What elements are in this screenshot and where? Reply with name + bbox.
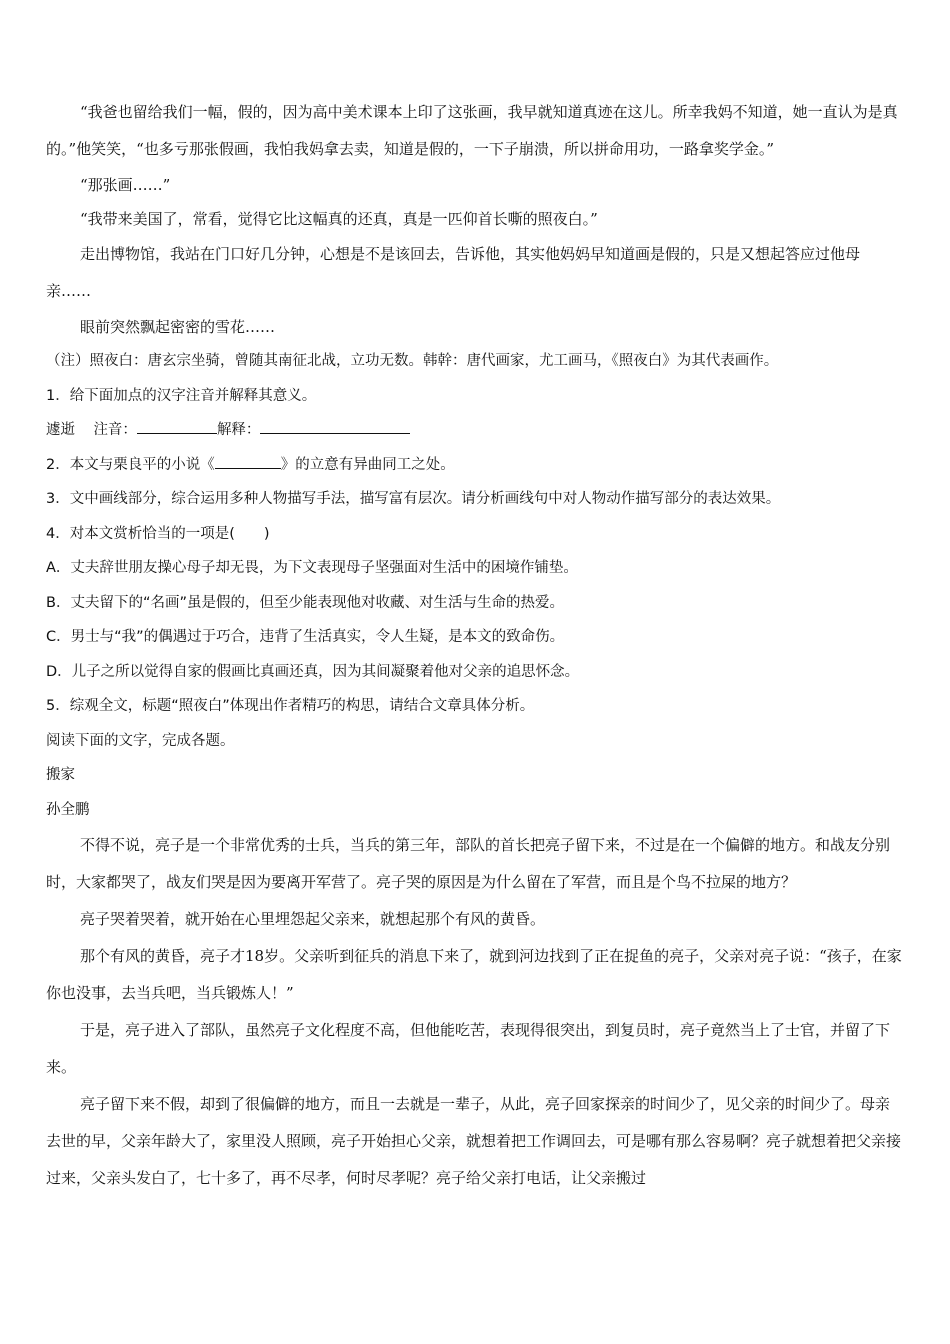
option-a: A．丈夫辞世朋友操心母子却无畏，为下文表现母子坚强面对生活中的困境作铺垫。 <box>46 560 578 576</box>
novel-title-blank[interactable] <box>215 454 281 469</box>
story1-paragraph: “我带来美国了，常看，觉得它比这幅真的还真，真是一匹仰首长嘶的照夜白。” <box>80 210 598 228</box>
meaning-blank[interactable] <box>260 419 410 434</box>
option-b: B．丈夫留下的“名画”虽是假的，但至少能表现他对收藏、对生活与生命的热爱。 <box>46 594 564 611</box>
story-title: 搬家 <box>46 767 75 783</box>
document-page <box>46 94 904 1197</box>
story1-paragraph: 眼前突然飘起密密的雪花…… <box>80 318 276 336</box>
question-2 <box>46 448 904 483</box>
story-author: 孙全鹏 <box>46 801 90 818</box>
story1-paragraph: “那张画……” <box>80 176 171 194</box>
story1-paragraph: “我爸也留给我们一幅，假的，因为高中美术课本上印了这张画，我早就知道真迹在这儿。所幸我妈不知道，她一直认为是真的。”他笑笑，“也多亏那张假画，我怕我妈拿去卖，知道是假的，一下子崩溃，所以拼命用功，一路拿奖学金。” <box>46 103 898 158</box>
annotation-note: （注）照夜白：唐玄宗坐骑，曾随其南征北战，立功无数。韩幹：唐代画家，尤工画马，《照夜白》为其代表画作。 <box>46 353 779 369</box>
option-d: D．儿子之所以觉得自家的假画比真画还真，因为其间凝聚着他对父亲的追思怀念。 <box>46 663 580 680</box>
story1-section <box>46 94 904 344</box>
story2-paragraph: 那个有风的黄昏，亮子才18岁。父亲听到征兵的消息下来了，就到河边找到了正在捉鱼的亮子，父亲对亮子说：“孩子，在家你也没事，去当兵吧，当兵锻炼人！” <box>46 947 902 1002</box>
question-2-after: 》的立意有异曲同工之处。 <box>280 456 455 473</box>
question-4: 4．对本文赏析恰当的一项是( ) <box>46 525 270 542</box>
question-1: 1．给下面加点的汉字注音并解释其意义。 <box>46 387 317 404</box>
question-5: 5．综观全文，标题“照夜白”体现出作者精巧的构思，请结合文章具体分析。 <box>46 698 535 714</box>
pinyin-blank[interactable] <box>137 419 217 434</box>
pinyin-label: 注音： <box>93 422 137 438</box>
question-1-answer-line <box>46 413 904 448</box>
questions-section <box>46 379 904 724</box>
reading2-section <box>46 724 904 1198</box>
meaning-label: 解释： <box>216 422 261 438</box>
reading-instruction: 阅读下面的文字，完成各题。 <box>46 732 235 749</box>
option-c: C．男士与“我”的偶遇过于巧合，违背了生活真实，令人生疑，是本文的致命伤。 <box>46 629 565 645</box>
story2-paragraph: 亮子哭着哭着，就开始在心里埋怨起父亲来，就想起那个有风的黄昏。 <box>80 910 546 928</box>
question-3: 3．文中画线部分，综合运用多种人物描写手法，描写富有层次。请分析画线句中对人物动作描写部分的表达效果。 <box>46 491 781 507</box>
story1-paragraph: 走出博物馆，我站在门口好几分钟，心想是不是该回去，告诉他，其实他妈妈早知道画是假的，只是又想起答应过他母亲…… <box>46 245 861 300</box>
question-2-before: 2．本文与栗良平的小说《 <box>46 456 215 473</box>
story2-paragraph: 于是，亮子进入了部队，虽然亮子文化程度不高，但他能吃苦，表现得很突出，到复员时，亮子竟然当上了士官，并留了下来。 <box>46 1021 891 1076</box>
story2-paragraph: 不得不说，亮子是一个非常优秀的士兵，当兵的第三年，部队的首长把亮子留下来，不过是在一个偏僻的地方。和战友分别时，大家都哭了，战友们哭是因为要离开军营了。亮子哭的原因是为什么留在了军营，而且是个鸟不拉屎的地方？ <box>46 836 891 891</box>
story2-paragraph: 亮子留下来不假，却到了很偏僻的地方，而且一去就是一辈子，从此，亮子回家探亲的时间少了，见父亲的时间少了。母亲去世的早，父亲年龄大了，家里没人照顾，亮子开始担心父亲，就想着把工作调回去，可是哪有那么容易啊？亮子就想着把父亲接过来，父亲头发白了，七十多了，再不尽孝，何时尽孝呢？亮子给父亲打电话，让父亲搬过 <box>46 1095 902 1187</box>
question-1-word: 遽逝 <box>46 422 75 438</box>
